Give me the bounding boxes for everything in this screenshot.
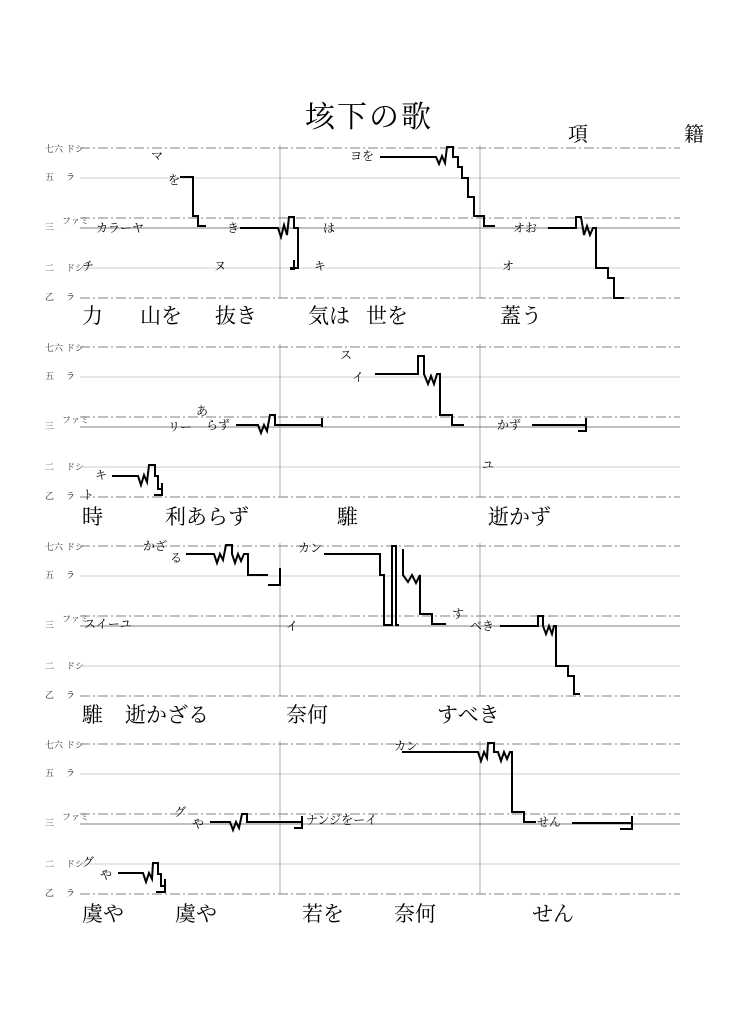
svg-text:時: 時 bbox=[82, 505, 103, 529]
svg-text:ト: ト bbox=[82, 488, 95, 502]
svg-text:ドシ: ドシ bbox=[66, 264, 85, 274]
svg-text:ファミ: ファミ bbox=[62, 217, 89, 227]
svg-text:二: 二 bbox=[45, 860, 55, 870]
svg-text:は: は bbox=[323, 221, 336, 235]
staff-lines bbox=[80, 145, 680, 298]
svg-text:すべき: すべき bbox=[437, 703, 500, 727]
svg-text:かざ: かざ bbox=[143, 539, 168, 553]
lyric-line bbox=[81, 703, 500, 727]
svg-text:三: 三 bbox=[45, 621, 55, 631]
svg-text:五: 五 bbox=[45, 372, 55, 382]
svg-text:ヨを: ヨを bbox=[350, 149, 375, 163]
svg-text:ドシ: ドシ bbox=[66, 344, 85, 354]
svg-text:ナンジをーイ: ナンジをーイ bbox=[306, 813, 378, 827]
svg-text:ラ: ラ bbox=[66, 372, 76, 382]
svg-text:ドシ: ドシ bbox=[66, 860, 85, 870]
svg-text:七六: 七六 bbox=[45, 145, 64, 155]
svg-text:ドシ: ドシ bbox=[66, 145, 85, 155]
svg-text:蓋う: 蓋う bbox=[500, 304, 542, 328]
svg-text:カラーヤ: カラーヤ bbox=[96, 221, 145, 235]
svg-text:抜き: 抜き bbox=[215, 304, 257, 328]
svg-text:べき: べき bbox=[470, 619, 495, 633]
svg-text:ファミ: ファミ bbox=[62, 416, 89, 426]
svg-text:騅: 騅 bbox=[82, 703, 103, 727]
svg-text:気は: 気は bbox=[308, 304, 350, 328]
staff-lines bbox=[80, 741, 680, 894]
svg-text:ラ: ラ bbox=[66, 769, 76, 779]
svg-text:若を: 若を bbox=[302, 902, 344, 926]
svg-text:や: や bbox=[192, 817, 205, 831]
svg-text:ラ: ラ bbox=[66, 889, 76, 899]
svg-text:乙: 乙 bbox=[45, 492, 55, 502]
svg-text:ファミ: ファミ bbox=[62, 813, 89, 823]
svg-text:ラ: ラ bbox=[66, 492, 76, 502]
svg-text:オお: オお bbox=[513, 221, 538, 235]
svg-text:ドシ: ドシ bbox=[66, 662, 85, 672]
svg-text:スイーユ: スイーユ bbox=[84, 617, 132, 631]
svg-text:オ: オ bbox=[502, 259, 515, 273]
svg-text:や: や bbox=[100, 868, 113, 882]
svg-text:ユ: ユ bbox=[482, 458, 495, 472]
svg-text:五: 五 bbox=[45, 769, 55, 779]
staff-system-2 bbox=[0, 339, 724, 531]
scale-labels bbox=[45, 739, 89, 899]
svg-text:騅: 騅 bbox=[337, 505, 358, 529]
svg-text:カン: カン bbox=[298, 541, 323, 555]
svg-text:イ: イ bbox=[352, 370, 365, 384]
svg-text:イ: イ bbox=[286, 619, 299, 633]
svg-text:七六: 七六 bbox=[45, 344, 64, 354]
svg-text:逝かず: 逝かず bbox=[488, 505, 551, 529]
svg-text:ヌ: ヌ bbox=[214, 259, 227, 273]
lyric-line bbox=[82, 505, 551, 529]
staff-system-4 bbox=[0, 736, 724, 936]
svg-text:乙: 乙 bbox=[45, 293, 55, 303]
lyric-line bbox=[82, 902, 574, 926]
lyric-line bbox=[82, 304, 542, 328]
svg-text:せん: せん bbox=[532, 902, 574, 926]
svg-text:ラ: ラ bbox=[66, 293, 76, 303]
svg-text:ラ: ラ bbox=[66, 571, 76, 581]
svg-text:利あらず: 利あらず bbox=[165, 505, 249, 529]
svg-text:キ: キ bbox=[314, 259, 327, 273]
svg-text:二: 二 bbox=[45, 264, 55, 274]
svg-text:グ: グ bbox=[82, 855, 95, 869]
svg-text:リー: リー bbox=[168, 420, 193, 434]
svg-text:チ: チ bbox=[82, 259, 95, 273]
svg-text:ラ: ラ bbox=[66, 691, 76, 701]
svg-text:三: 三 bbox=[45, 819, 55, 829]
svg-text:カン: カン bbox=[394, 739, 419, 753]
scale-labels bbox=[45, 342, 89, 502]
svg-text:五: 五 bbox=[45, 571, 55, 581]
svg-text:ファミ: ファミ bbox=[62, 615, 89, 625]
svg-text:三: 三 bbox=[45, 223, 55, 233]
svg-text:世を: 世を bbox=[366, 304, 408, 328]
svg-text:乙: 乙 bbox=[45, 889, 55, 899]
svg-text:あ: あ bbox=[196, 404, 209, 418]
svg-text:す: す bbox=[452, 607, 465, 621]
svg-text:ドシ: ドシ bbox=[66, 543, 85, 553]
svg-text:奈何: 奈何 bbox=[394, 902, 436, 926]
svg-text:乙: 乙 bbox=[45, 691, 55, 701]
svg-text:力: 力 bbox=[82, 304, 103, 328]
author-name: 項 籍 bbox=[568, 122, 742, 146]
svg-text:らず: らず bbox=[206, 418, 231, 432]
svg-text:五: 五 bbox=[45, 173, 55, 183]
page-title: 垓下の歌 bbox=[305, 100, 433, 135]
svg-text:七六: 七六 bbox=[45, 741, 64, 751]
scale-labels bbox=[45, 541, 89, 701]
staff-system-1 bbox=[0, 140, 724, 330]
svg-text:山を: 山を bbox=[140, 304, 182, 328]
svg-text:き: き bbox=[227, 221, 240, 235]
svg-text:二: 二 bbox=[45, 463, 55, 473]
svg-text:逝かざる: 逝かざる bbox=[125, 703, 209, 727]
svg-text:せん: せん bbox=[537, 815, 562, 829]
svg-text:ラ: ラ bbox=[66, 173, 76, 183]
svg-text:七六: 七六 bbox=[45, 543, 64, 553]
scale-labels bbox=[45, 143, 89, 303]
svg-text:グ: グ bbox=[174, 805, 187, 819]
melody-line bbox=[186, 545, 580, 694]
svg-text:三: 三 bbox=[45, 422, 55, 432]
kana-annotations bbox=[82, 149, 537, 273]
svg-text:かず: かず bbox=[497, 418, 522, 432]
melody-line bbox=[180, 147, 624, 298]
svg-text:キ: キ bbox=[95, 468, 108, 482]
svg-text:二: 二 bbox=[45, 662, 55, 672]
svg-text:奈何: 奈何 bbox=[286, 703, 328, 727]
svg-text:虞や: 虞や bbox=[175, 902, 217, 926]
svg-text:ス: ス bbox=[340, 348, 353, 362]
svg-text:マ: マ bbox=[151, 149, 164, 163]
svg-text:虞や: 虞や bbox=[82, 902, 124, 926]
svg-text:を: を bbox=[168, 173, 181, 187]
kana-annotations bbox=[82, 739, 561, 882]
svg-text:る: る bbox=[170, 551, 183, 565]
svg-text:ドシ: ドシ bbox=[66, 463, 85, 473]
svg-text:ドシ: ドシ bbox=[66, 741, 85, 751]
staff-system-3 bbox=[0, 538, 724, 728]
